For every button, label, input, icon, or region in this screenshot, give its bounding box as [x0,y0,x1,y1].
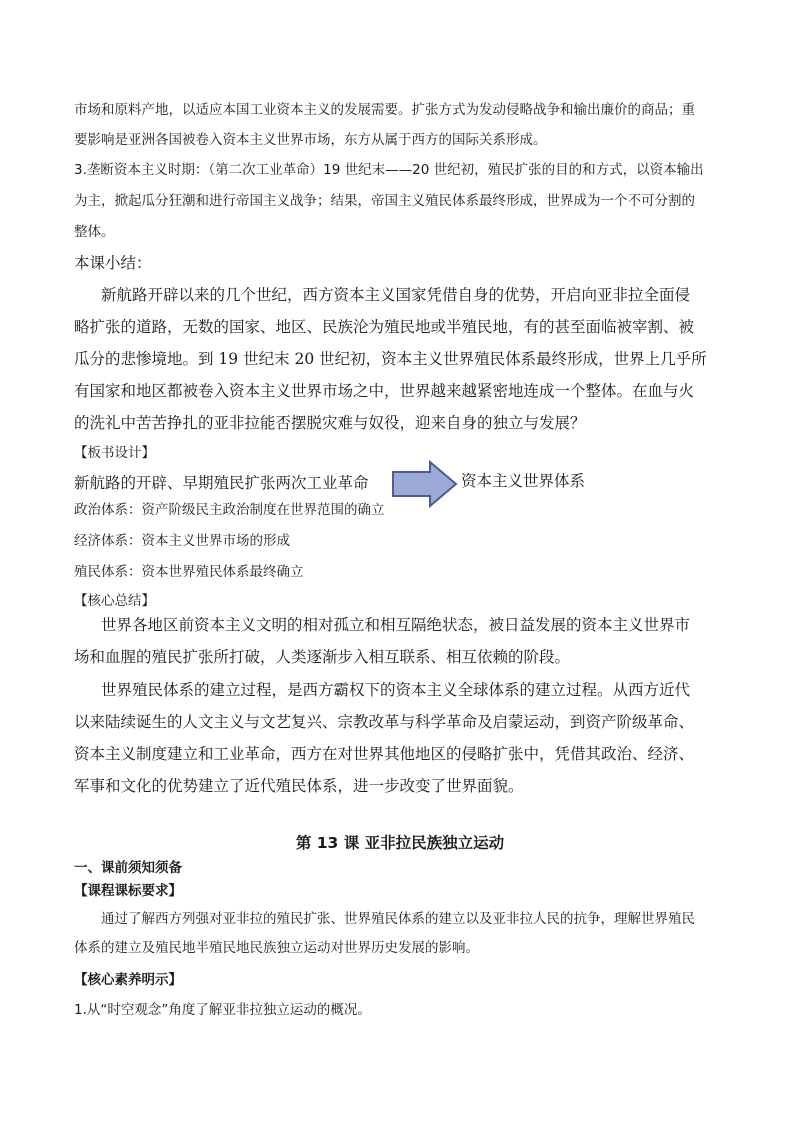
core-line: 以来陆续诞生的人文主义与文艺复兴、宗教改革与科学革命及启蒙运动，到资产阶级革命、 [74,713,695,731]
lesson-title: 第 13 课 亚非拉民族独立运动 [295,834,505,852]
core-line: 世界殖民体系的建立过程，是西方霸权下的资本主义全球体系的建立过程。从西方近代 [101,681,691,699]
summary-line: 略扩张的道路，无数的国家、地区、民族沦为殖民地或半殖民地，有的甚至面临被宰割、被 [74,318,695,336]
summary-line: 瓜分的悲惨境地。到 19 世纪末 20 世纪初，资本主义世界殖民体系最终形成，世界上几乎所 [74,350,707,368]
requirement-heading: 【课程课标要求】 [74,883,182,899]
paragraph-line: 要影响是亚洲各国被卷入资本主义世界市场，东方从属于西方的国际关系形成。 [74,132,547,148]
paragraph-line: 为主，掀起瓜分狂潮和进行帝国主义战争；结果，帝国主义殖民体系最终形成，世界成为一个不可分割的 [74,193,695,209]
summary-heading: 本课小结： [74,254,152,272]
section-heading: 一、课前须知须备 [74,860,182,876]
summary-line: 的洗礼中苦苦挣扎的亚非拉能否摆脱灾难与奴役，迎来自身的独立与发展？ [74,414,586,432]
requirement-line: 体系的建立及殖民地半殖民地民族独立运动对世界历史发展的影响。 [74,940,479,956]
board-economic: 经济体系：资本主义世界市场的形成 [74,533,290,549]
literacy-line: 1.从“时空观念”角度了解亚非拉独立运动的概况。 [74,1002,371,1018]
core-heading: 【核心总结】 [74,593,155,609]
requirement-line: 通过了解西方列强对亚非拉的殖民扩张、世界殖民体系的建立以及亚非拉人民的抗争，理解世界殖民 [101,911,695,927]
right-arrow-icon [392,460,458,508]
core-line: 军事和文化的优势建立了近代殖民体系，进一步改变了世界面貌。 [74,777,524,795]
summary-line: 有国家和地区都被卷入资本主义世界市场之中，世界越来越紧密地连成一个整体。在血与火 [74,382,695,400]
board-colonial: 殖民体系：资本世界殖民体系最终确立 [74,564,304,580]
board-left-label: 新航路的开辟、早期殖民扩张两次工业革命 [74,474,369,492]
core-line: 世界各地区前资本主义文明的相对孤立和相互隔绝状态，被日益发展的资本主义世界市 [101,616,691,634]
summary-line: 新航路开辟以来的几个世纪，西方资本主义国家凭借自身的优势，开启向亚非拉全面侵 [101,286,691,304]
paragraph-line: 市场和原料产地，以适应本国工业资本主义的发展需要。扩张方式为发动侵略战争和输出廉价的商品；重 [74,102,695,118]
core-line: 资本主义制度建立和工业革命，西方在对世界其他地区的侵略扩张中，凭借其政治、经济、 [74,745,695,763]
board-right-label: 资本主义世界体系 [461,472,586,490]
paragraph-line: 整体。 [74,224,115,240]
core-line: 场和血腥的殖民扩张所打破，人类逐渐步入相互联系、相互依赖的阶段。 [74,648,571,666]
board-political: 政治体系：资产阶级民主政治制度在世界范围的确立 [74,502,385,518]
paragraph-line: 3.垄断资本主义时期：（第二次工业革命）19 世纪末——20 世纪初，殖民扩张的目的和方式，以资本输出 [74,162,704,178]
literacy-heading: 【核心素养明示】 [74,972,182,988]
board-heading: 【板书设计】 [74,445,155,461]
